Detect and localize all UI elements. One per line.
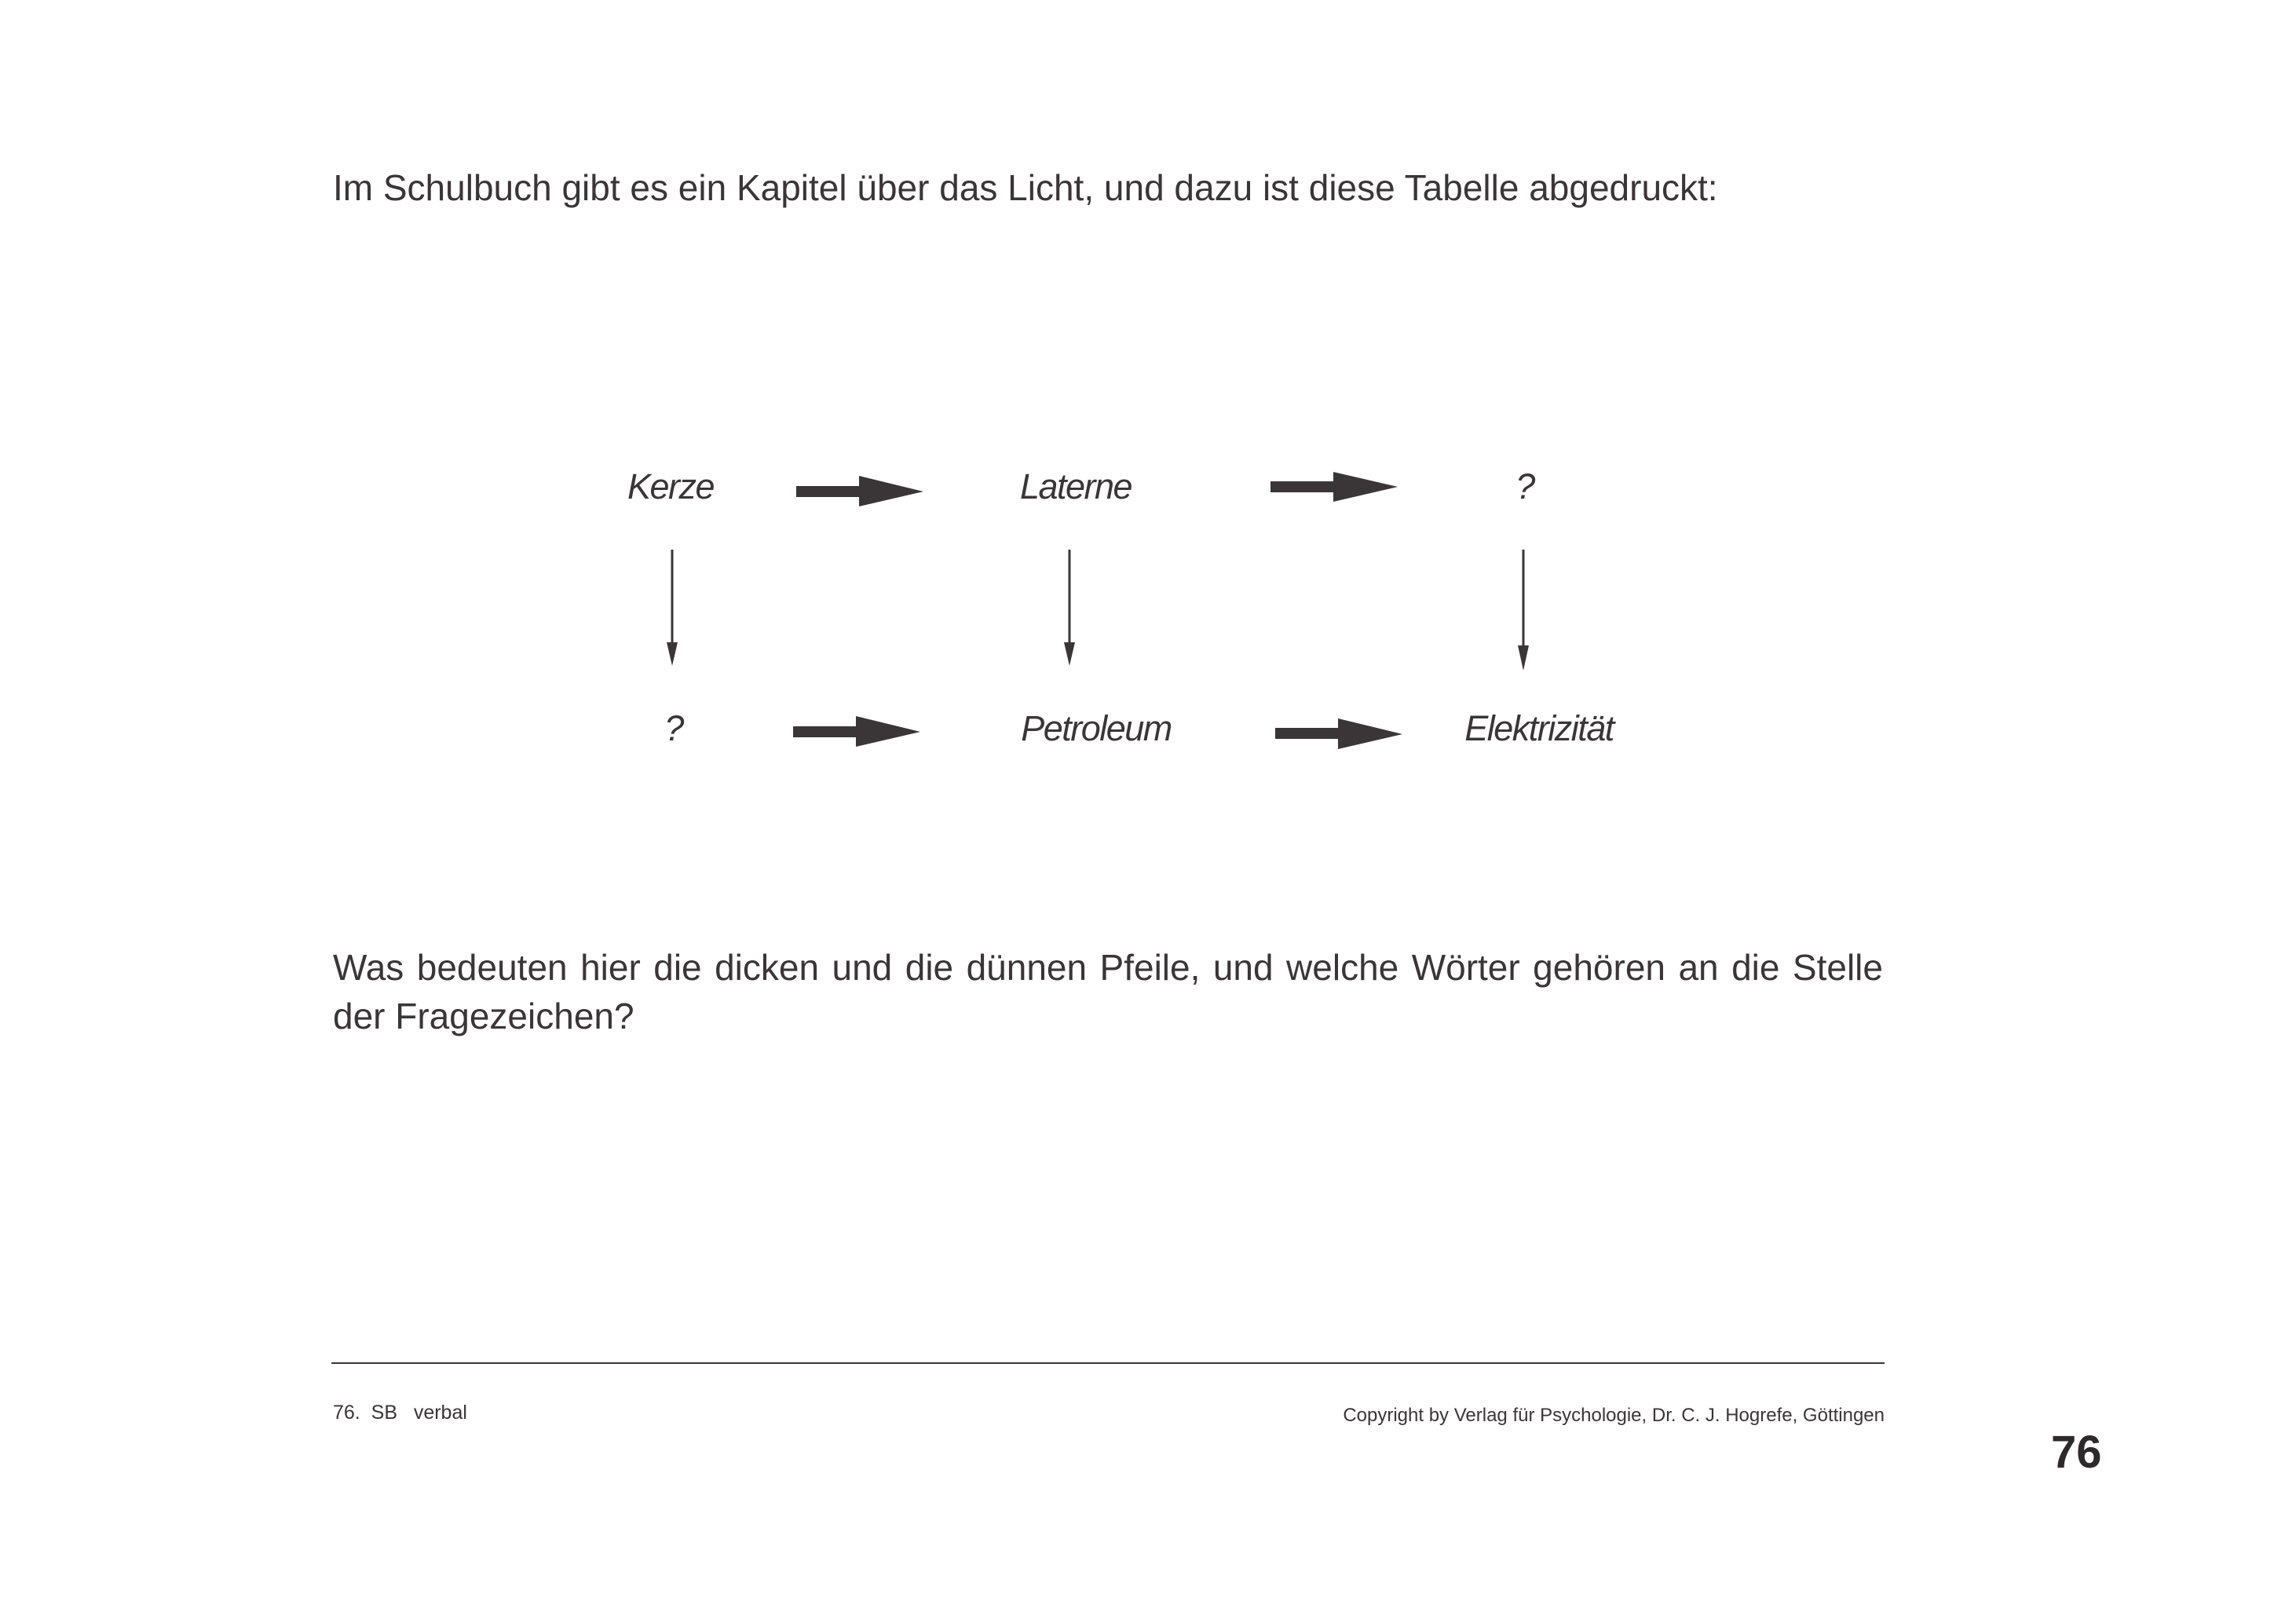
thin-arrow-3-head (1518, 645, 1529, 671)
question-text: Was bedeuten hier die dicken und die dünnen Pfeile, und welche Wörter gehören an die Stelle der Fragezeichen? (333, 947, 1883, 1036)
thick-arrow-bottom-1 (793, 716, 920, 747)
node-bottom-1: ? (664, 708, 683, 748)
thin-arrow-1-head (667, 642, 678, 666)
node-top-3: ? (1515, 466, 1534, 506)
intro-text: Im Schulbuch gibt es ein Kapitel über das Licht, und dazu ist diese Tabelle abgedruckt: (333, 167, 1718, 208)
node-bottom-3: Elektrizität (1464, 708, 1614, 748)
thin-arrow-2-head (1064, 642, 1075, 666)
footer-copyright: Copyright by Verlag für Psychologie, Dr. C. J. Hogrefe, Göttingen (1343, 1405, 1885, 1426)
thick-arrow-top-1 (796, 476, 923, 506)
page-number: 76 (2051, 1427, 2102, 1478)
thick-arrow-top-2 (1270, 472, 1398, 502)
thick-arrow-bottom-2 (1275, 718, 1402, 749)
node-top-1: Kerze (627, 466, 715, 506)
footer-left: 76. SB verbal (333, 1402, 467, 1424)
node-top-2: Laterne (1019, 466, 1132, 506)
footer-divider (331, 1362, 1885, 1364)
node-bottom-2: Petroleum (1021, 708, 1172, 748)
